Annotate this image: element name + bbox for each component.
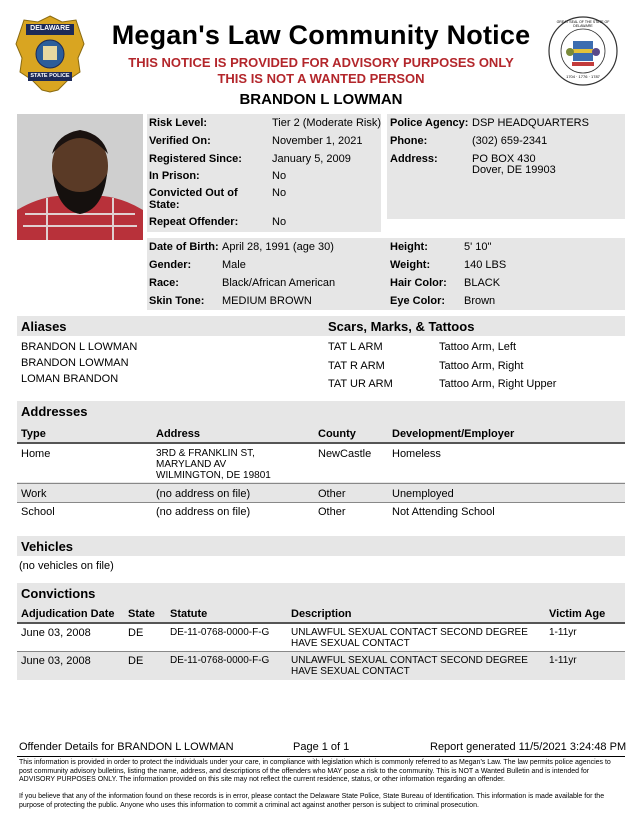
seal-text: GREAT SEAL OF THE STATE OF DELAWARE <box>556 20 610 28</box>
height-label: Height: <box>390 241 428 253</box>
address-employer: Homeless <box>392 448 441 460</box>
addresses-title: Addresses <box>21 404 88 419</box>
eye-color-value: Brown <box>464 295 496 307</box>
conviction-col-description: Description <box>291 608 352 620</box>
police-agency-value: DSP HEADQUARTERS <box>472 117 589 129</box>
footer-page-number: Page 1 of 1 <box>293 741 350 753</box>
address-line: WILMINGTON, DE 19801 <box>156 470 271 481</box>
vehicles-text: (no vehicles on file) <box>19 560 114 572</box>
address-line: (no address on file) <box>156 506 251 518</box>
badge-top-text: DELAWARE <box>30 25 70 32</box>
conviction-state: DE <box>128 655 144 667</box>
conviction-col-date: Adjudication Date <box>21 608 115 620</box>
conviction-col-victim-age: Victim Age <box>549 608 606 620</box>
address-employer: Unemployed <box>392 488 454 500</box>
scars-title: Scars, Marks, & Tattoos <box>328 319 475 334</box>
advisory-warning: THIS NOTICE IS PROVIDED FOR ADVISORY PURPOSES ONLY <box>128 55 514 70</box>
address-line: (no address on file) <box>156 488 251 500</box>
hair-color-value: BLACK <box>464 277 501 289</box>
conviction-col-state: State <box>128 608 155 620</box>
seal-years: 1704 · 1776 · 1787 <box>566 74 600 79</box>
agency-address-label: Address: <box>390 153 438 165</box>
address-line: MARYLAND AV <box>156 459 227 470</box>
address-employer: Not Attending School <box>392 506 495 518</box>
aliases-header-bar <box>17 316 625 336</box>
footer-disclaimer-2: If you believe that any of the information found on these records is in error, please contact the Delaware State Police, State Bureau of Identification. This information is made available for the purpose of protecting the public. Anyone who uses this information to commit a criminal act against another person is subject to criminal prosecution. <box>19 793 605 809</box>
weight-value: 140 LBS <box>464 259 507 271</box>
scar-desc: Tattoo Arm, Right Upper <box>439 378 557 390</box>
phone-value: (302) 659-2341 <box>472 135 548 147</box>
scar-desc: Tattoo Arm, Left <box>439 341 517 353</box>
race-value: Black/African American <box>222 277 336 289</box>
verified-on-label: Verified On: <box>149 135 211 147</box>
scar-code: TAT R ARM <box>328 360 385 372</box>
dob-label: Date of Birth: <box>149 241 219 253</box>
gender-value: Male <box>222 259 246 271</box>
conviction-state: DE <box>128 627 144 639</box>
footer-rule <box>17 756 625 757</box>
convicted-out-of-state-label-2: State: <box>149 199 180 211</box>
gender-label: Gender: <box>149 259 192 271</box>
risk-level-label: Risk Level: <box>149 117 208 129</box>
conviction-statute: DE-11-0768-0000-F-G <box>170 655 270 666</box>
not-wanted-warning: THIS IS NOT A WANTED PERSON <box>217 71 425 86</box>
alias-item: BRANDON LOWMAN <box>21 357 129 369</box>
skin-tone-value: MEDIUM BROWN <box>222 295 312 307</box>
agency-address-line2: Dover, DE 19903 <box>472 164 556 176</box>
conviction-description: UNLAWFUL SEXUAL CONTACT SECOND DEGREE <box>291 627 528 638</box>
conviction-date: June 03, 2008 <box>21 627 91 639</box>
conviction-row-rule <box>17 651 625 652</box>
conviction-victim-age: 1-11yr <box>549 627 577 638</box>
scar-code: TAT L ARM <box>328 341 383 353</box>
in-prison-label: In Prison: <box>149 170 200 182</box>
phone-label: Phone: <box>390 135 428 147</box>
registered-since-label: Registered Since: <box>149 153 242 165</box>
scar-code: TAT UR ARM <box>328 378 393 390</box>
conviction-description-2: HAVE SEXUAL CONTACT <box>291 638 410 649</box>
address-row-rule <box>17 483 625 484</box>
physical-panel <box>147 238 625 310</box>
footer-disclaimer: This information is provided in order to protect the individuals under your care, in compliance with legislation which is commonly referred to as Megan's Law. The law permits police agencies to post community advisory bulletins, listing the name, address, and descriptions of the offenders who MAY pose a risk to the community. This is NOT a Wanted Bulletin and is intended for ADVISORY PURPOSES ONLY. The information provided on this site may not reflect the current residence, status, or other information regarding an offender. <box>19 759 611 783</box>
skin-tone-label: Skin Tone: <box>149 295 205 307</box>
address-type: Home <box>21 448 51 460</box>
repeat-offender-label: Repeat Offender: <box>149 216 239 228</box>
eye-color-label: Eye Color: <box>390 295 446 307</box>
in-prison-value: No <box>272 170 287 182</box>
address-line: 3RD & FRANKLIN ST, <box>156 448 255 459</box>
badge-bottom-text: STATE POLICE <box>30 73 70 79</box>
height-value: 5' 10" <box>464 241 492 253</box>
conviction-col-statute: Statute <box>170 608 208 620</box>
conviction-description: UNLAWFUL SEXUAL CONTACT SECOND DEGREE <box>291 655 528 666</box>
police-agency-label: Police Agency: <box>390 117 469 129</box>
dob-value: April 28, 1991 (age 30) <box>222 241 334 253</box>
address-county: Other <box>318 506 346 518</box>
address-county: NewCastle <box>318 448 372 460</box>
address-col-employer: Development/Employer <box>392 428 515 440</box>
alias-item: BRANDON L LOWMAN <box>21 341 138 353</box>
address-type: Work <box>21 488 47 500</box>
convicted-out-of-state-label: Convicted Out of <box>149 187 238 199</box>
aliases-title: Aliases <box>21 319 67 334</box>
address-county: Other <box>318 488 346 500</box>
address-col-address: Address <box>156 428 201 440</box>
scar-desc: Tattoo Arm, Right <box>439 360 524 372</box>
conviction-date: June 03, 2008 <box>21 655 91 667</box>
race-label: Race: <box>149 277 179 289</box>
vehicles-header-bar <box>17 536 625 556</box>
conviction-victim-age: 1-11yr <box>549 655 577 666</box>
conviction-statute: DE-11-0768-0000-F-G <box>170 627 270 638</box>
footer-report-generated: Report generated 11/5/2021 3:24:48 PM <box>430 741 627 753</box>
verified-on-value: November 1, 2021 <box>272 135 363 147</box>
alias-item: LOMAN BRANDON <box>21 373 119 385</box>
page-title: Megan's Law Community Notice <box>111 20 531 50</box>
agency-address-line1: PO BOX 430 <box>472 153 536 165</box>
registered-since-value: January 5, 2009 <box>272 153 351 165</box>
convicted-out-of-state-value: No <box>272 187 287 199</box>
repeat-offender-value: No <box>272 216 287 228</box>
conviction-description-2: HAVE SEXUAL CONTACT <box>291 666 410 677</box>
address-type: School <box>21 506 55 518</box>
weight-label: Weight: <box>390 259 431 271</box>
offender-name: BRANDON L LOWMAN <box>239 91 403 108</box>
address-col-county: County <box>318 428 356 440</box>
address-col-type: Type <box>21 428 46 440</box>
vehicles-title: Vehicles <box>21 539 74 554</box>
footer-offender-details: Offender Details for BRANDON L LOWMAN <box>19 741 234 753</box>
hair-color-label: Hair Color: <box>390 277 447 289</box>
convictions-title: Convictions <box>21 586 96 601</box>
offender-photo <box>17 114 143 240</box>
risk-level-value: Tier 2 (Moderate Risk) <box>272 117 382 129</box>
